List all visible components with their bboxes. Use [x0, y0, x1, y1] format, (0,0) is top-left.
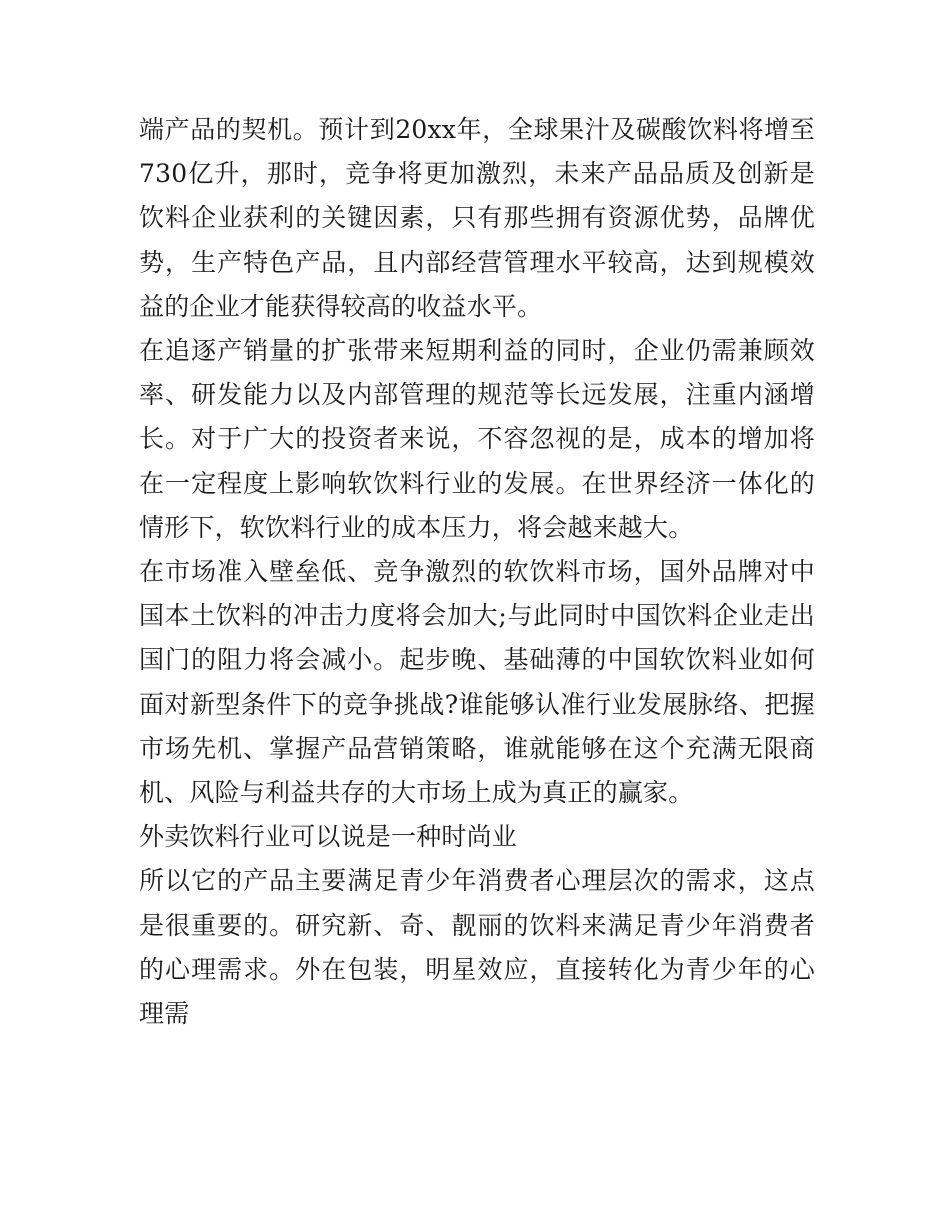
paragraph-2: 在追逐产销量的扩张带来短期利益的同时，企业仍需兼顾效率、研发能力以及内部管理的规范等长远发展，注重内涵增长。对于广大的投资者来说，不容忽视的是，成本的增加将在一定程度上影响软饮料行业的发展。在世界经济一体化的情形下，软饮料行业的成本压力，将会越来越大。 — [139, 336, 815, 542]
paragraph-4: 所以它的产品主要满足青少年消费者心理层次的需求，这点是很重要的。研究新、奇、靓丽的饮料来满足青少年消费者的心理需求。外在包装，明星效应，直接转化为青少年的心理需 — [139, 866, 815, 1029]
section-heading: 外卖饮料行业可以说是一种时尚业 — [139, 822, 518, 852]
paragraph-3: 在市场准入壁垒低、竞争激烈的软饮料市场，国外品牌对中国本土饮料的冲击力度将会加大;与此同时中国饮料企业走出国门的阻力将会减小。起步晚、基础薄的中国软饮料业如何面对新型条件下的竞争挑战?谁能够认准行业发展脉络、把握市场先机、掌握产品营销策略，谁就能够在这个充满无限商机、风险与利益共存的大市场上成为真正的赢家。 — [139, 557, 815, 808]
document-body — [139, 108, 815, 1036]
paragraph-1: 端产品的契机。预计到20xx年，全球果汁及碳酸饮料将增至730亿升，那时，竞争将更加激烈，未来产品品质及创新是饮料企业获利的关键因素，只有那些拥有资源优势，品牌优势，生产特色产品，且内部经营管理水平较高，达到规模效益的企业才能获得较高的收益水平。 — [139, 115, 815, 321]
